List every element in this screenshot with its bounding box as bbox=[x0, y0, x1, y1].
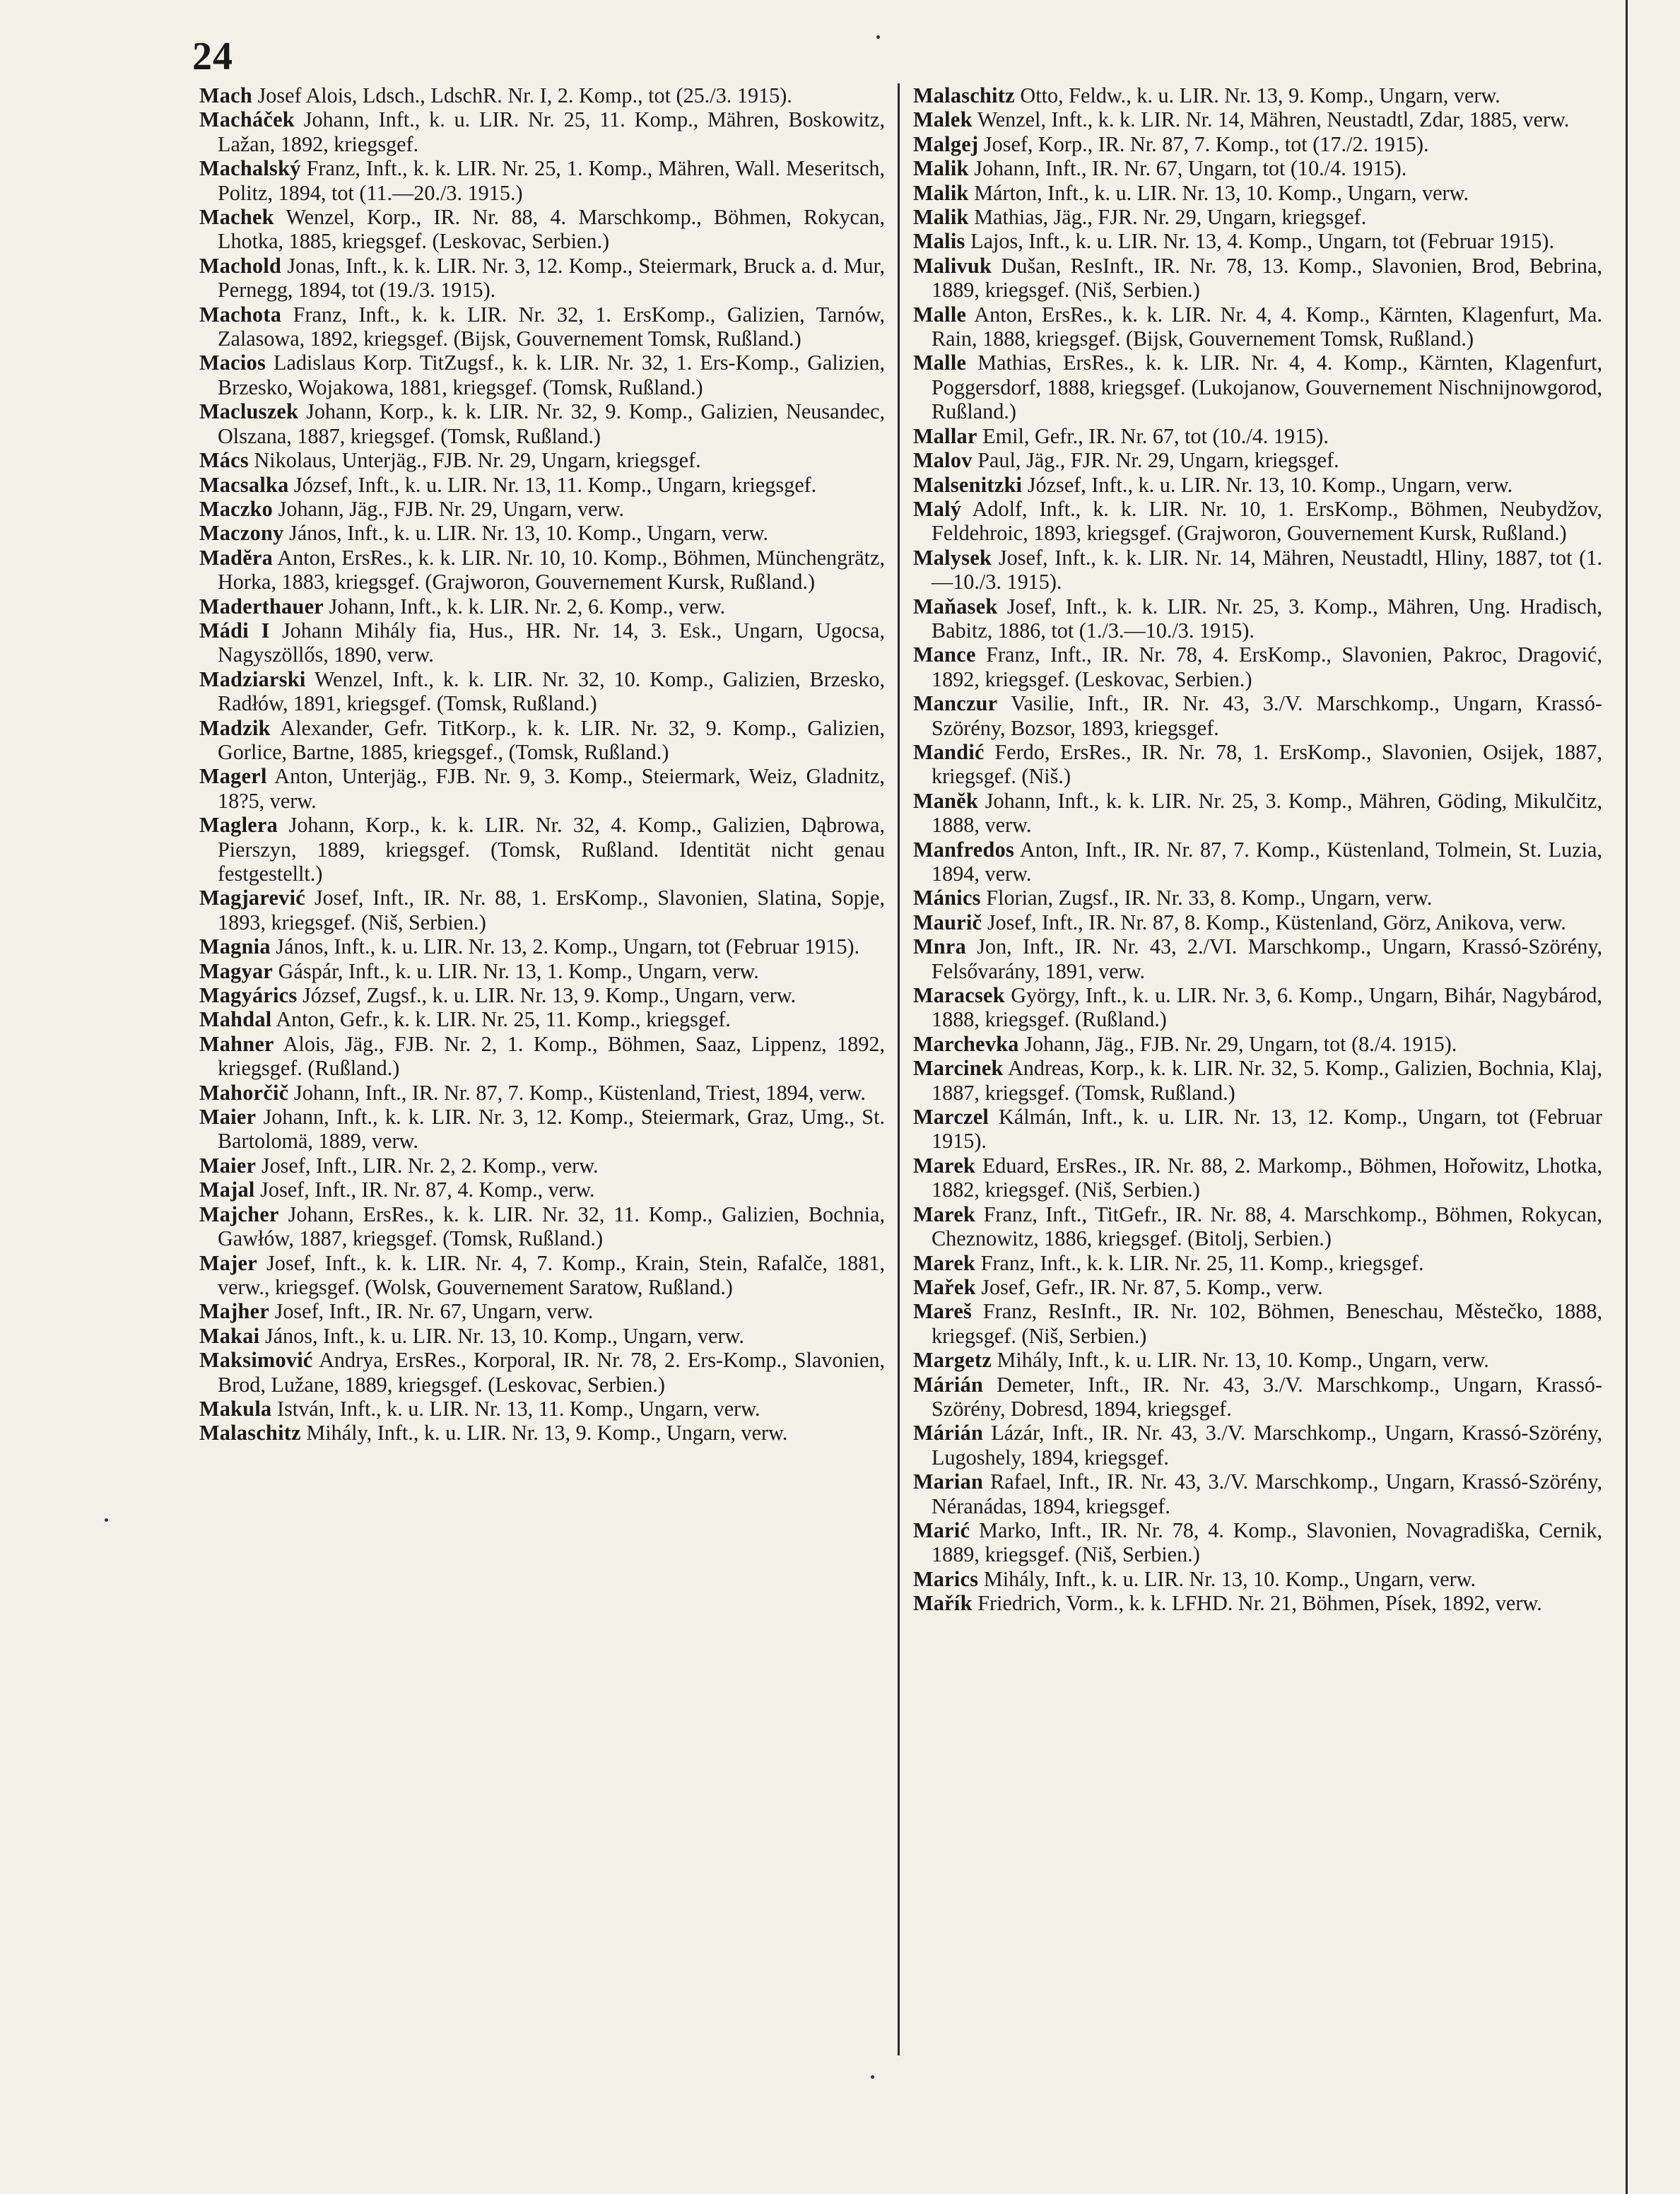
entry bbox=[913, 254, 1602, 303]
entry bbox=[913, 424, 1602, 448]
entry-surname: Magnia bbox=[199, 934, 271, 959]
entry-surname: Malaschitz bbox=[199, 1421, 301, 1445]
entry-surname: Maurič bbox=[913, 910, 982, 934]
entry-details: Johann, Korp., k. k. LIR. Nr. 32, 9. Komp., Galizien, Neusandec, Olszana, 1887, kriegsgef. (Tomsk, Rußland.) bbox=[218, 399, 885, 448]
entry-surname: Maksimović bbox=[199, 1348, 313, 1373]
entry bbox=[913, 351, 1602, 423]
entry-surname: Maglera bbox=[199, 813, 278, 838]
entry-surname: Malik bbox=[913, 180, 969, 205]
entry-details: Franz, Inft., TitGefr., IR. Nr. 88, 4. Marschkomp., Böhmen, Rokycan, Cheznowitz, 1886, kriegsgef. (Bitolj, Serbien.) bbox=[932, 1202, 1602, 1251]
entry bbox=[913, 1202, 1602, 1251]
entry bbox=[913, 156, 1602, 180]
entry-details: Johann, Korp., k. k. LIR. Nr. 32, 4. Komp., Galizien, Dąbrowa, Pierszyn, 1889, kriegsgef. (Tomsk, Rußland. Identität nicht genau festgestellt.) bbox=[218, 813, 885, 886]
entry-details: Anton, Unterjäg., FJB. Nr. 9, 3. Komp., Steiermark, Weiz, Gladnitz, 18?5, verw. bbox=[218, 764, 885, 813]
entry bbox=[199, 983, 885, 1007]
entry bbox=[199, 497, 885, 521]
entry-details: György, Inft., k. u. LIR. Nr. 3, 6. Komp., Ungarn, Bihár, Nagybárod, 1888, kriegsgef. (Rußland.) bbox=[932, 983, 1602, 1032]
entry-details: Mihály, Inft., k. u. LIR. Nr. 13, 10. Komp., Ungarn, verw. bbox=[997, 1348, 1489, 1373]
entry-surname: Margetz bbox=[913, 1348, 992, 1373]
entry-surname: Marian bbox=[913, 1469, 984, 1494]
entry-surname: Maderthauer bbox=[199, 594, 324, 618]
entry-surname: Malivuk bbox=[913, 253, 992, 278]
entry-surname: Magyar bbox=[199, 958, 274, 983]
entry-details: Mihály, Inft., k. u. LIR. Nr. 13, 10. Komp., Ungarn, verw. bbox=[983, 1566, 1476, 1591]
entry-surname: Mařík bbox=[913, 1591, 973, 1616]
entry-details: Lázár, Inft., IR. Nr. 43, 3./V. Marschkomp., Ungarn, Krassó-Szörény, Lugoshely, 1894, kriegsgef. bbox=[932, 1421, 1602, 1469]
entry-details: Rafael, Inft., IR. Nr. 43, 3./V. Marschkomp., Ungarn, Krassó-Szörény, Néranádas, 1894, kriegsgef. bbox=[932, 1469, 1602, 1518]
entry-surname: Machalský bbox=[199, 156, 301, 181]
entry bbox=[913, 181, 1602, 205]
entry bbox=[913, 1469, 1602, 1518]
entry bbox=[199, 83, 885, 107]
entry-details: Franz, Inft., IR. Nr. 78, 4. ErsKomp., Slavonien, Pakroc, Dragović, 1892, kriegsgef. (Leskovac, Serbien.) bbox=[932, 643, 1602, 691]
entry bbox=[913, 546, 1602, 594]
entry-details: Andreas, Korp., k. k. LIR. Nr. 32, 5. Komp., Galizien, Bochnia, Klaj, 1887, kriegsgef. (Tomsk, Rußland.) bbox=[932, 1056, 1602, 1105]
entry bbox=[913, 886, 1602, 910]
entry bbox=[913, 934, 1602, 983]
entry bbox=[913, 1275, 1602, 1299]
entry bbox=[913, 303, 1602, 351]
entry-details: József, Zugsf., k. u. LIR. Nr. 13, 9. Komp., Ungarn, verw. bbox=[302, 983, 797, 1008]
entry bbox=[913, 473, 1602, 497]
entry-details: Alois, Jäg., FJB. Nr. 2, 1. Komp., Böhmen, Saaz, Lippenz, 1892, kriegsgef. (Rußland.) bbox=[218, 1031, 885, 1081]
entry bbox=[199, 521, 885, 545]
entry-details: Paul, Jäg., FJR. Nr. 29, Ungarn, kriegsgef. bbox=[977, 448, 1339, 473]
entry bbox=[913, 1251, 1602, 1275]
entry bbox=[199, 473, 885, 497]
entry-details: József, Inft., k. u. LIR. Nr. 13, 11. Komp., Ungarn, kriegsgef. bbox=[294, 472, 817, 497]
entry-surname: Majher bbox=[199, 1299, 270, 1324]
entry-surname: Marcinek bbox=[913, 1056, 1004, 1081]
entry bbox=[913, 1373, 1602, 1421]
entry-details: Johann, Inft., k. u. LIR. Nr. 25, 11. Komp., Mähren, Boskowitz, Lažan, 1892, kriegsgef. bbox=[218, 107, 885, 156]
entry bbox=[199, 254, 885, 303]
entry bbox=[913, 448, 1602, 472]
entry bbox=[199, 1324, 885, 1348]
entry bbox=[913, 107, 1602, 131]
entry-surname: Madziarski bbox=[199, 667, 306, 691]
entry-surname: Marczel bbox=[913, 1105, 989, 1130]
entry-surname: Macsalka bbox=[199, 472, 289, 497]
entry bbox=[199, 1032, 885, 1081]
entry-details: Josef, Inft., LIR. Nr. 2, 2. Komp., verw. bbox=[261, 1153, 599, 1178]
right-column bbox=[913, 83, 1602, 1616]
entry bbox=[199, 205, 885, 254]
entry bbox=[913, 594, 1602, 643]
entry bbox=[913, 1032, 1602, 1056]
entry bbox=[199, 448, 885, 472]
print-speck bbox=[871, 2075, 874, 2079]
entry-details: Josef, Inft., IR. Nr. 87, 4. Komp., verw. bbox=[260, 1178, 595, 1202]
entry-surname: Malov bbox=[913, 448, 973, 473]
entry-surname: Makula bbox=[199, 1396, 272, 1421]
entry-details: János, Inft., k. u. LIR. Nr. 13, 2. Komp., Ungarn, tot (Februar 1915). bbox=[276, 934, 860, 959]
entry-details: Franz, Inft., k. k. LIR. Nr. 25, 1. Komp., Mähren, Wall. Meseritsch, Politz, 1894, tot (11.—20./3. 1915.) bbox=[218, 156, 886, 205]
entry bbox=[913, 691, 1602, 740]
entry bbox=[199, 1397, 885, 1421]
entry-details: Franz, Inft., k. k. LIR. Nr. 32, 1. ErsKomp., Galizien, Tarnów, Zalasowa, 1892, kriegsgef. (Bijsk, Gouvernement Tomsk, Rußland.) bbox=[218, 302, 886, 351]
entry-surname: Mnra bbox=[913, 934, 966, 959]
entry-surname: Mařek bbox=[913, 1274, 976, 1299]
entry-details: Friedrich, Vorm., k. k. LFHD. Nr. 21, Böhmen, Písek, 1892, verw. bbox=[977, 1591, 1542, 1616]
entry bbox=[199, 156, 885, 205]
entry bbox=[199, 594, 885, 618]
entry bbox=[913, 229, 1602, 253]
entry bbox=[913, 1105, 1602, 1154]
entry-surname: Márián bbox=[913, 1372, 984, 1397]
entry-surname: Malik bbox=[913, 156, 969, 181]
entry bbox=[913, 1567, 1602, 1591]
entry-details: Josef, Inft., IR. Nr. 88, 1. ErsKomp., Slavonien, Slatina, Sopje, 1893, kriegsgef. (Niš, Serbien.) bbox=[218, 886, 885, 934]
entry-surname: Madzik bbox=[199, 715, 271, 740]
entry bbox=[199, 399, 885, 448]
entry-details: Florian, Zugsf., IR. Nr. 33, 8. Komp., Ungarn, verw. bbox=[986, 886, 1433, 910]
entry-details: Josef, Inft., k. k. LIR. Nr. 4, 7. Komp., Krain, Stein, Rafalče, 1881, verw., kriegsgef. (Wolsk, Gouvernement Saratow, Rußland.) bbox=[218, 1250, 885, 1299]
entry bbox=[913, 1056, 1602, 1105]
entry-details: Franz, Inft., k. k. LIR. Nr. 25, 11. Komp., kriegsgef. bbox=[980, 1250, 1424, 1275]
entry-surname: Malek bbox=[913, 107, 973, 132]
entry bbox=[913, 205, 1602, 229]
entry-details: János, Inft., k. u. LIR. Nr. 13, 10. Komp., Ungarn, verw. bbox=[264, 1323, 744, 1348]
entry bbox=[199, 351, 885, 399]
entry-details: Josef Alois, Ldsch., LdschR. Nr. I, 2. Komp., tot (25./3. 1915). bbox=[257, 83, 792, 107]
entry-details: Johann, Inft., k. k. LIR. Nr. 25, 3. Komp., Mähren, Göding, Mikulčitz, 1888, verw. bbox=[932, 788, 1602, 838]
entry bbox=[199, 618, 885, 667]
entry-surname: Machold bbox=[199, 253, 282, 278]
entry-details: Gáspár, Inft., k. u. LIR. Nr. 13, 1. Komp., Ungarn, verw. bbox=[278, 958, 759, 983]
entry-details: Otto, Feldw., k. u. LIR. Nr. 13, 9. Komp., Ungarn, verw. bbox=[1020, 83, 1500, 107]
entry-details: Johann Mihály fia, Hus., HR. Nr. 14, 3. Esk., Ungarn, Ugocsa, Nagyszöllős, 1890, verw. bbox=[218, 618, 885, 667]
entry-surname: Macios bbox=[199, 351, 266, 375]
entry bbox=[913, 497, 1602, 546]
entry-surname: Maier bbox=[199, 1105, 257, 1130]
entry-details: Márton, Inft., k. u. LIR. Nr. 13, 10. Komp., Ungarn, verw. bbox=[974, 180, 1469, 205]
entry bbox=[199, 1421, 885, 1445]
entry-details: Josef, Korp., IR. Nr. 87, 7. Komp., tot (17./2. 1915). bbox=[983, 131, 1429, 156]
entry bbox=[199, 764, 885, 813]
entry-surname: Malik bbox=[913, 205, 969, 230]
entry bbox=[199, 716, 885, 765]
entry bbox=[913, 789, 1602, 838]
entry-surname: Manczur bbox=[913, 691, 998, 716]
entry-surname: Maňasek bbox=[913, 594, 998, 618]
entry bbox=[913, 1154, 1602, 1202]
entry-surname: Marić bbox=[913, 1518, 970, 1542]
entry bbox=[913, 1518, 1602, 1567]
entry-surname: Malgej bbox=[913, 131, 979, 156]
entry-surname: Macháček bbox=[199, 107, 295, 132]
entry bbox=[199, 1348, 885, 1397]
entry-details: Emil, Gefr., IR. Nr. 67, tot (10./4. 1915). bbox=[982, 423, 1329, 448]
entry-details: Wenzel, Inft., k. k. LIR. Nr. 32, 10. Komp., Galizien, Brzesko, Radłów, 1891, kriegsgef. (Tomsk, Rußland.) bbox=[218, 667, 885, 716]
entry-surname: Manĕk bbox=[913, 788, 979, 813]
entry-surname: Mallar bbox=[913, 423, 977, 448]
entry-surname: Macluszek bbox=[199, 399, 299, 424]
entry-details: Johann, Inft., k. k. LIR. Nr. 3, 12. Komp., Steiermark, Graz, Umg., St. Bartolomä, 1889, verw. bbox=[218, 1105, 886, 1154]
entry-details: Dušan, ResInft., IR. Nr. 78, 13. Komp., Slavonien, Brod, Bebrina, 1889, kriegsgef. (Niš, Serbien.) bbox=[932, 253, 1603, 303]
entry-surname: Manfredos bbox=[913, 837, 1015, 862]
entry bbox=[913, 643, 1602, 691]
entry-surname: Mahorčič bbox=[199, 1080, 289, 1105]
entry-details: Johann, Jäg., FJB. Nr. 29, Ungarn, verw. bbox=[278, 496, 625, 521]
entry-surname: Magerl bbox=[199, 764, 267, 789]
entry-details: Marko, Inft., IR. Nr. 78, 4. Komp., Slavonien, Novagradiška, Cernik, 1889, kriegsgef. (Niš, Serbien.) bbox=[932, 1518, 1602, 1567]
entry-details: Nikolaus, Unterjäg., FJB. Nr. 29, Ungarn, kriegsgef. bbox=[254, 448, 701, 473]
entry-surname: Malysek bbox=[913, 545, 992, 570]
entry-surname: Maczko bbox=[199, 496, 274, 521]
entry bbox=[913, 983, 1602, 1032]
entry-details: Eduard, ErsRes., IR. Nr. 88, 2. Markomp., Böhmen, Hořowitz, Lhotka, 1882, kriegsgef. (Niš, Serbien.) bbox=[932, 1153, 1602, 1202]
entry-details: Adolf, Inft., k. k. LIR. Nr. 10, 1. ErsKomp., Böhmen, Neubydžov, Feldehroic, 1893, kriegsgef. (Grajworon, Gouvernement Kursk, Rußland.) bbox=[932, 496, 1602, 546]
entry-details: Alexander, Gefr. TitKorp., k. k. LIR. Nr. 32, 9. Komp., Galizien, Gorlice, Bartne, 1885, kriegsgef., (Tomsk, Rußland.) bbox=[218, 715, 885, 764]
entry-details: Wenzel, Korp., IR. Nr. 88, 4. Marschkomp., Böhmen, Rokycan, Lhotka, 1885, kriegsgef. (Leskovac, Serbien.) bbox=[218, 205, 885, 254]
entry-details: Johann, Inft., IR. Nr. 87, 7. Komp., Küstenland, Triest, 1894, verw. bbox=[294, 1080, 866, 1105]
entry-surname: Malis bbox=[913, 229, 965, 254]
entry-details: Josef, Inft., IR. Nr. 67, Ungarn, verw. bbox=[274, 1299, 594, 1324]
entry bbox=[199, 667, 885, 716]
entry-details: Johann, ErsRes., k. k. LIR. Nr. 32, 11. Komp., Galizien, Bochnia, Gawłów, 1887, kriegsgef. (Tomsk, Rußland.) bbox=[218, 1202, 886, 1251]
entry-surname: Malaschitz bbox=[913, 83, 1015, 107]
entry-surname: Marchevka bbox=[913, 1031, 1019, 1056]
entry-surname: Maier bbox=[199, 1153, 257, 1178]
entry bbox=[913, 740, 1602, 789]
entry-details: Jon, Inft., IR. Nr. 43, 2./VI. Marschkomp., Ungarn, Krassó-Szörény, Felsővarány, 1891, verw. bbox=[932, 934, 1602, 983]
entry-details: István, Inft., k. u. LIR. Nr. 13, 11. Komp., Ungarn, verw. bbox=[277, 1396, 760, 1421]
entry-surname: Maczony bbox=[199, 521, 284, 546]
entry bbox=[913, 83, 1602, 107]
entry-details: Mihály, Inft., k. u. LIR. Nr. 13, 9. Komp., Ungarn, verw. bbox=[306, 1421, 788, 1445]
entry-details: Kálmán, Inft., k. u. LIR. Nr. 13, 12. Komp., Ungarn, tot (Februar 1915). bbox=[932, 1105, 1603, 1154]
entry-surname: Mahner bbox=[199, 1031, 274, 1056]
entry bbox=[199, 886, 885, 934]
entry-surname: Maracsek bbox=[913, 983, 1005, 1008]
entry-surname: Majal bbox=[199, 1178, 255, 1202]
left-column bbox=[199, 83, 885, 1445]
entry-surname: Márián bbox=[913, 1421, 984, 1445]
print-speck bbox=[876, 35, 880, 39]
entry-details: Ladislaus Korp. TitZugsf., k. k. LIR. Nr. 32, 1. Ers-Komp., Galizien, Brzesko, Wojakowa, 1881, kriegsgef. (Tomsk, Rußland.) bbox=[218, 351, 885, 399]
entry-details: József, Inft., k. u. LIR. Nr. 13, 10. Komp., Ungarn, verw. bbox=[1027, 472, 1513, 497]
entry-surname: Marek bbox=[913, 1250, 976, 1275]
entry-details: Mathias, ErsRes., k. k. LIR. Nr. 4, 4. Komp., Kärnten, Klagenfurt, Poggersdorf, 1888, kriegsgef. (Lukojanow, Gouvernement Nischnijnowgorod, Rußland.) bbox=[932, 351, 1603, 424]
entry-surname: Magjarević bbox=[199, 886, 305, 910]
entry-surname: Majer bbox=[199, 1250, 257, 1275]
print-speck bbox=[105, 1518, 108, 1522]
entry-surname: Magyárics bbox=[199, 983, 298, 1008]
entry-surname: Mance bbox=[913, 643, 976, 667]
entry bbox=[199, 1178, 885, 1202]
entry-details: Josef, Gefr., IR. Nr. 87, 5. Komp., verw. bbox=[981, 1274, 1323, 1299]
entry-details: János, Inft., k. u. LIR. Nr. 13, 10. Komp., Ungarn, verw. bbox=[289, 521, 769, 546]
entry-surname: Makai bbox=[199, 1323, 260, 1348]
page-edge-rule bbox=[1626, 0, 1628, 2194]
entry-surname: Machota bbox=[199, 302, 282, 327]
entry bbox=[199, 1251, 885, 1300]
entry-details: Wenzel, Inft., k. k. LIR. Nr. 14, Mähren, Neustadtl, Zdar, 1885, verw. bbox=[977, 107, 1570, 132]
entry-details: Andrya, ErsRes., Korporal, IR. Nr. 78, 2. Ers-Komp., Slavonien, Brod, Lužane, 1889, kriegsgef. (Leskovac, Serbien.) bbox=[218, 1348, 885, 1397]
entry bbox=[913, 838, 1602, 886]
entry-surname: Malý bbox=[913, 496, 962, 521]
entry bbox=[199, 1299, 885, 1323]
entry-surname: Mach bbox=[199, 83, 252, 107]
entry-details: Josef, Inft., IR. Nr. 87, 8. Komp., Küstenland, Görz, Anikova, verw. bbox=[987, 910, 1566, 934]
entry-details: Johann, Jäg., FJB. Nr. 29, Ungarn, tot (8./4. 1915). bbox=[1024, 1031, 1457, 1056]
entry-surname: Mahdal bbox=[199, 1007, 272, 1032]
entry bbox=[913, 910, 1602, 934]
entry-details: Anton, Inft., IR. Nr. 87, 7. Komp., Küstenland, Tolmein, St. Luzia, 1894, verw. bbox=[932, 837, 1602, 886]
entry-surname: Malle bbox=[913, 351, 967, 375]
entry bbox=[199, 1007, 885, 1031]
entry bbox=[199, 813, 885, 886]
entry bbox=[913, 132, 1602, 156]
entry-surname: Majcher bbox=[199, 1202, 279, 1226]
entry-details: Anton, Gefr., k. k. LIR. Nr. 25, 11. Komp., kriegsgef. bbox=[276, 1007, 731, 1032]
entry bbox=[913, 1421, 1602, 1469]
entry-details: Johann, Inft., k. k. LIR. Nr. 2, 6. Komp., verw. bbox=[329, 594, 726, 618]
entry bbox=[199, 1081, 885, 1105]
entry-details: Mathias, Jäg., FJR. Nr. 29, Ungarn, kriegsgef. bbox=[974, 205, 1367, 230]
entry bbox=[199, 934, 885, 958]
entry bbox=[199, 959, 885, 983]
entry-details: Anton, ErsRes., k. k. LIR. Nr. 10, 10. Komp., Böhmen, Münchengrätz, Horka, 1883, kriegsgef. (Grajworon, Gouvernement Kursk, Rußland.) bbox=[218, 545, 885, 594]
entry bbox=[913, 1348, 1602, 1372]
entry bbox=[199, 107, 885, 156]
entry-details: Lajos, Inft., k. u. LIR. Nr. 13, 4. Komp., Ungarn, tot (Februar 1915). bbox=[970, 229, 1554, 254]
entry-surname: Machek bbox=[199, 205, 274, 230]
page-number: 24 bbox=[192, 35, 233, 78]
entry bbox=[199, 303, 885, 351]
entry-surname: Marics bbox=[913, 1566, 979, 1591]
entry-details: Anton, ErsRes., k. k. LIR. Nr. 4, 4. Komp., Kärnten, Klagenfurt, Ma. Rain, 1888, kriegsgef. (Bijsk, Gouvernement Tomsk, Rußland.) bbox=[932, 302, 1602, 351]
entry bbox=[199, 1202, 885, 1251]
entry bbox=[913, 1591, 1602, 1615]
entry-details: Franz, ResInft., IR. Nr. 102, Böhmen, Beneschau, Městečko, 1888, kriegsgef. (Niš, Serbien.) bbox=[932, 1299, 1603, 1348]
entry bbox=[199, 1154, 885, 1178]
entry-surname: Malsenitzki bbox=[913, 472, 1023, 497]
entry-details: Josef, Inft., k. k. LIR. Nr. 25, 3. Komp., Mähren, Ung. Hradisch, Babitz, 1886, tot (1./3.—10./3. 1915). bbox=[932, 594, 1603, 643]
entry-details: Vasilie, Inft., IR. Nr. 43, 3./V. Marschkomp., Ungarn, Krassó-Szörény, Bozsor, 1893, kriegsgef. bbox=[932, 691, 1602, 740]
entry-surname: Mánics bbox=[913, 886, 981, 910]
entry bbox=[913, 1299, 1602, 1348]
entry-details: Jonas, Inft., k. k. LIR. Nr. 3, 12. Komp., Steiermark, Bruck a. d. Mur, Pernegg, 1894, tot (19./3. 1915). bbox=[218, 253, 886, 303]
column-divider bbox=[898, 83, 900, 2055]
entry-surname: Malle bbox=[913, 302, 967, 327]
entry-details: Demeter, Inft., IR. Nr. 43, 3./V. Marschkomp., Ungarn, Krassó-Szörény, Dobresd, 1894, kriegsgef. bbox=[932, 1372, 1603, 1421]
entry-surname: Marek bbox=[913, 1153, 976, 1178]
entry bbox=[199, 546, 885, 594]
entry-surname: Marek bbox=[913, 1202, 976, 1226]
entry-surname: Madĕra bbox=[199, 545, 274, 570]
entry-surname: Mandić bbox=[913, 739, 985, 764]
entry-surname: Mádi I bbox=[199, 618, 270, 643]
entry-surname: Mareš bbox=[913, 1299, 973, 1324]
entry-details: Josef, Inft., k. k. LIR. Nr. 14, Mähren, Neustadtl, Hliny, 1887, tot (1.—10./3. 1915). bbox=[932, 545, 1602, 594]
entry-details: Ferdo, ErsRes., IR. Nr. 78, 1. ErsKomp., Slavonien, Osijek, 1887, kriegsgef. (Niš.) bbox=[932, 739, 1603, 789]
entry bbox=[199, 1105, 885, 1154]
entry-details: Johann, Inft., IR. Nr. 67, Ungarn, tot (10./4. 1915). bbox=[974, 156, 1407, 181]
entry-surname: Mács bbox=[199, 448, 249, 473]
